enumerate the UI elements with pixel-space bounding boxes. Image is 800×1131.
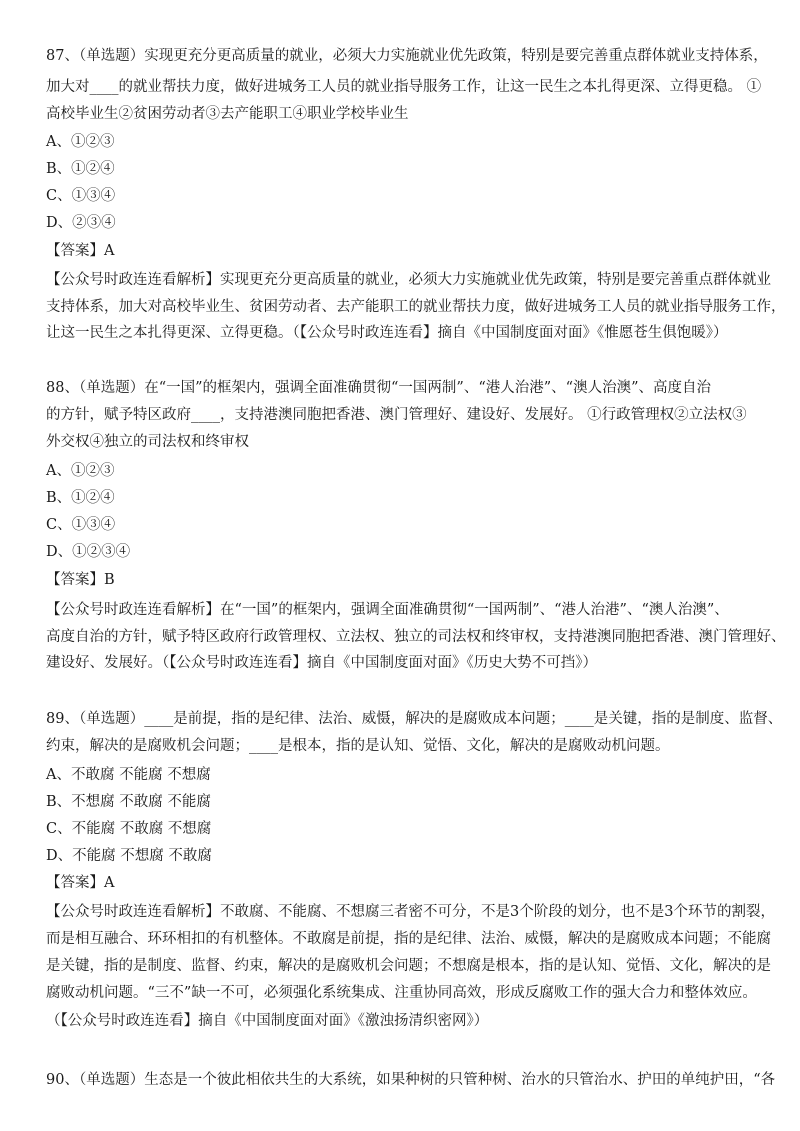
q88-option-b: B、①②④ — [46, 490, 115, 506]
q88-stem-line-1: 88、（单选题）在“一国”的框架内，强调全面准确贯彻“一国两制”、“港人治港”、“澳人治澳”、高度自治 — [46, 380, 711, 396]
q89-analysis-line-2: 而是相互融合、环环相扣的有机整体。不敢腐是前提，指的是纪律、法治、威慑，解决的是腐败成本问题；不能腐 — [46, 931, 771, 947]
q89-analysis-line-4: 腐败动机问题。“三不”缺一不可，必须强化系统集成、注重协同高效，形成反腐败工作的强大合力和整体效应。 — [46, 985, 757, 1001]
q88-option-d: D、①②③④ — [46, 544, 131, 560]
q88-analysis-line-2: 高度自治的方针，赋予特区政府行政管理权、立法权、独立的司法权和终审权，支持港澳同胞把香港、澳门管理好、 — [46, 629, 786, 645]
q87-option-c: C、①③④ — [46, 188, 116, 204]
q88-answer: 【答案】B — [46, 572, 115, 588]
q87-option-d: D、②③④ — [46, 215, 116, 231]
q88-option-c: C、①③④ — [46, 517, 116, 533]
q87-analysis-line-1: 【公众号时政连连看解析】实现更充分更高质量的就业，必须大力实施就业优先政策，特别是要完善重点群体就业 — [46, 272, 771, 288]
q89-option-a: A、不敢腐 不能腐 不想腐 — [46, 767, 211, 783]
q89-answer: 【答案】A — [46, 875, 115, 891]
q88-analysis-line-3: 建设好、发展好。（【公众号时政连连看】摘自《中国制度面对面》《历史大势不可挡》） — [46, 655, 597, 671]
q87-answer: 【答案】A — [46, 243, 115, 259]
q88-stem-line-2: 的方针，赋予特区政府____，支持港澳同胞把香港、澳门管理好、建设好、发展好。 ①行政管理权②立法权③ — [46, 407, 747, 423]
q87-analysis-line-3: 让这一民生之本扎得更深、立得更稳。（【公众号时政连连看】摘自《中国制度面对面》《惟愿苍生俱饱暖》） — [46, 325, 728, 341]
q89-analysis-line-3: 是关键，指的是制度、监督、约束，解决的是腐败机会问题；不想腐是根本，指的是认知、觉悟、文化，解决的是 — [46, 958, 771, 974]
q90-stem-line-1: 90、（单选题）生态是一个彼此相依共生的大系统，如果种树的只管种树、治水的只管治水、护田的单纯护田，“各 — [46, 1072, 776, 1088]
q87-stem-line-1: 87、（单选题）实现更充分更高质量的就业，必须大力实施就业优先政策，特别是要完善重点群体就业支持体系， — [46, 48, 768, 64]
q89-stem-line-1: 89、（单选题）____是前提，指的是纪律、法治、威慑，解决的是腐败成本问题；____是关键，指的是制度、监督、 — [46, 711, 783, 727]
q87-stem-line-3: 高校毕业生②贫困劳动者③去产能职工④职业学校毕业生 — [46, 106, 409, 122]
q88-analysis-line-1: 【公众号时政连连看解析】在“一国”的框架内，强调全面准确贯彻“一国两制”、“港人治港”、“澳人治澳”、 — [46, 602, 729, 618]
q89-option-b: B、不想腐 不敢腐 不能腐 — [46, 794, 211, 810]
q87-analysis-line-2: 支持体系，加大对高校毕业生、贫困劳动者、去产能职工的就业帮扶力度，做好进城务工人员的就业指导服务工作， — [46, 299, 786, 315]
q88-stem-line-3: 外交权④独立的司法权和终审权 — [46, 434, 249, 450]
q89-option-d: D、不能腐 不想腐 不敢腐 — [46, 848, 212, 864]
q89-analysis-line-5: （【公众号时政连连看】摘自《中国制度面对面》《激浊扬清织密网》） — [46, 1013, 489, 1029]
q89-option-c: C、不能腐 不敢腐 不想腐 — [46, 821, 212, 837]
q87-option-b: B、①②④ — [46, 161, 115, 177]
q89-analysis-line-1: 【公众号时政连连看解析】不敢腐、不能腐、不想腐三者密不可分，不是3个阶段的划分，也不是3个环节的割裂， — [46, 904, 775, 920]
q89-stem-line-2: 约束，解决的是腐败机会问题；____是根本，指的是认知、觉悟、文化，解决的是腐败动机问题。 — [46, 738, 670, 754]
q88-option-a: A、①②③ — [46, 463, 115, 479]
q87-option-a: A、①②③ — [46, 134, 115, 150]
q87-stem-line-2: 加大对____的就业帮扶力度，做好进城务工人员的就业指导服务工作，让这一民生之本扎得更深、立得更稳。 ① — [46, 79, 762, 95]
